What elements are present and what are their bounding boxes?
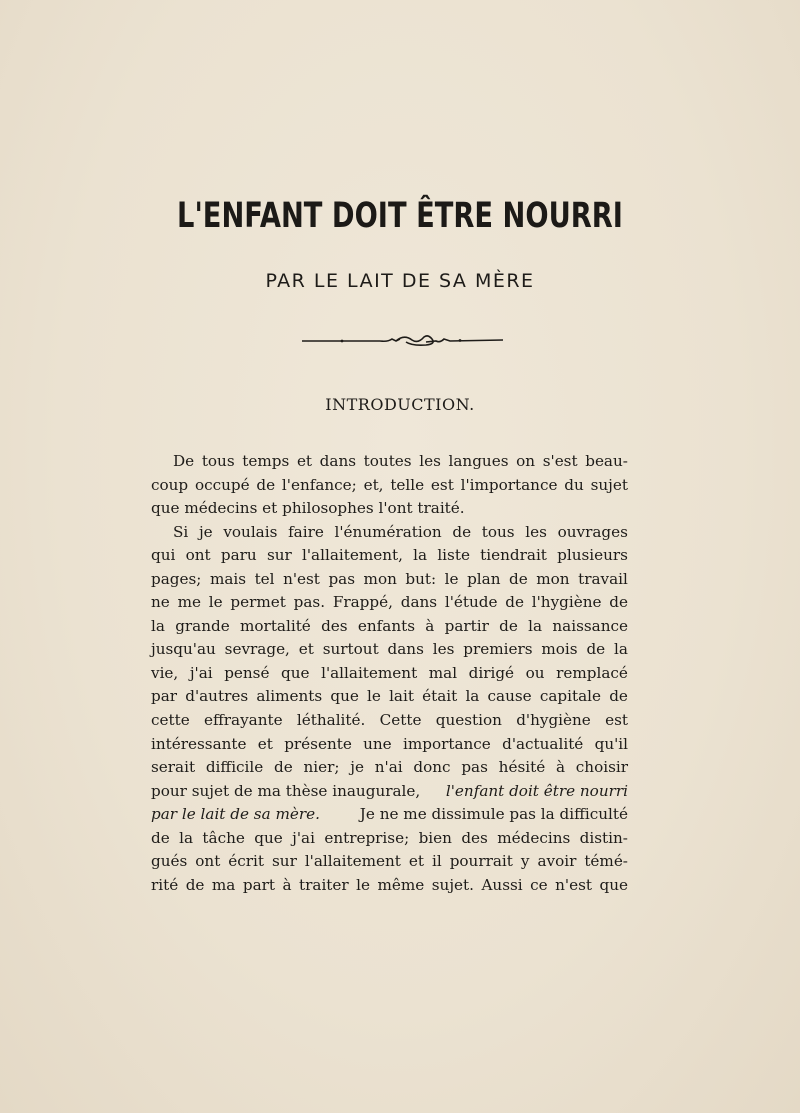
italic-title-fragment: l'enfant doit être nourri xyxy=(445,781,628,800)
text-line: pages; mais tel n'est pas mon but: le plan de mon travail xyxy=(151,569,628,588)
text-line: gués ont écrit sur l'allaitement et il pourrait y avoir témé- xyxy=(151,852,628,871)
body-text xyxy=(151,450,628,897)
text-line: serait difficile de nier; je n'ai donc pas hésité à choisir xyxy=(151,758,628,777)
section-heading: INTRODUCTION. xyxy=(325,395,475,414)
text-line: vie, j'ai pensé que l'allaitement mal dirigé ou remplacé xyxy=(151,663,628,682)
page-subtitle: PAR LE LAIT DE SA MÈRE xyxy=(265,270,535,292)
page-title: L'ENFANT DOIT ÊTRE NOURRI xyxy=(177,196,623,236)
text-line: coup occupé de l'enfance; et, telle est l'importance du sujet xyxy=(151,475,628,494)
text-line: la grande mortalité des enfants à partir de la naissance xyxy=(151,616,628,635)
text-line: que médecins et philosophes l'ont traité. xyxy=(151,499,465,518)
text-line: de la tâche que j'ai entreprise; bien des médecins distin- xyxy=(151,828,628,847)
text-line: intéressante et présente une importance d'actualité qu'il xyxy=(151,734,628,753)
ornament-divider-icon xyxy=(300,330,505,350)
text-line: jusqu'au sevrage, et surtout dans les premiers mois de la xyxy=(151,640,628,659)
text-line: cette effrayante léthalité. Cette question d'hygiène est xyxy=(151,711,628,730)
text-line: pour sujet de ma thèse inaugurale, l'enfant doit être nourri xyxy=(151,780,628,804)
text-line: ne me le permet pas. Frappé, dans l'étude de l'hygiène de xyxy=(151,593,628,612)
text-line: Si je voulais faire l'énumération de tous les ouvrages xyxy=(173,522,628,541)
text-line: par d'autres aliments que le lait était la cause capitale de xyxy=(151,687,628,706)
text-line: qui ont paru sur l'allaitement, la liste tiendrait plusieurs xyxy=(151,546,628,565)
text-line: De tous temps et dans toutes les langues on s'est beau- xyxy=(173,452,628,470)
text-line: rité de ma part à traiter le même sujet. Aussi ce n'est que xyxy=(151,875,628,894)
text-line: par le lait de sa mère. Je ne me dissimule pas la difficulté xyxy=(151,803,628,827)
italic-title-fragment: par le lait de sa mère. xyxy=(151,805,320,824)
